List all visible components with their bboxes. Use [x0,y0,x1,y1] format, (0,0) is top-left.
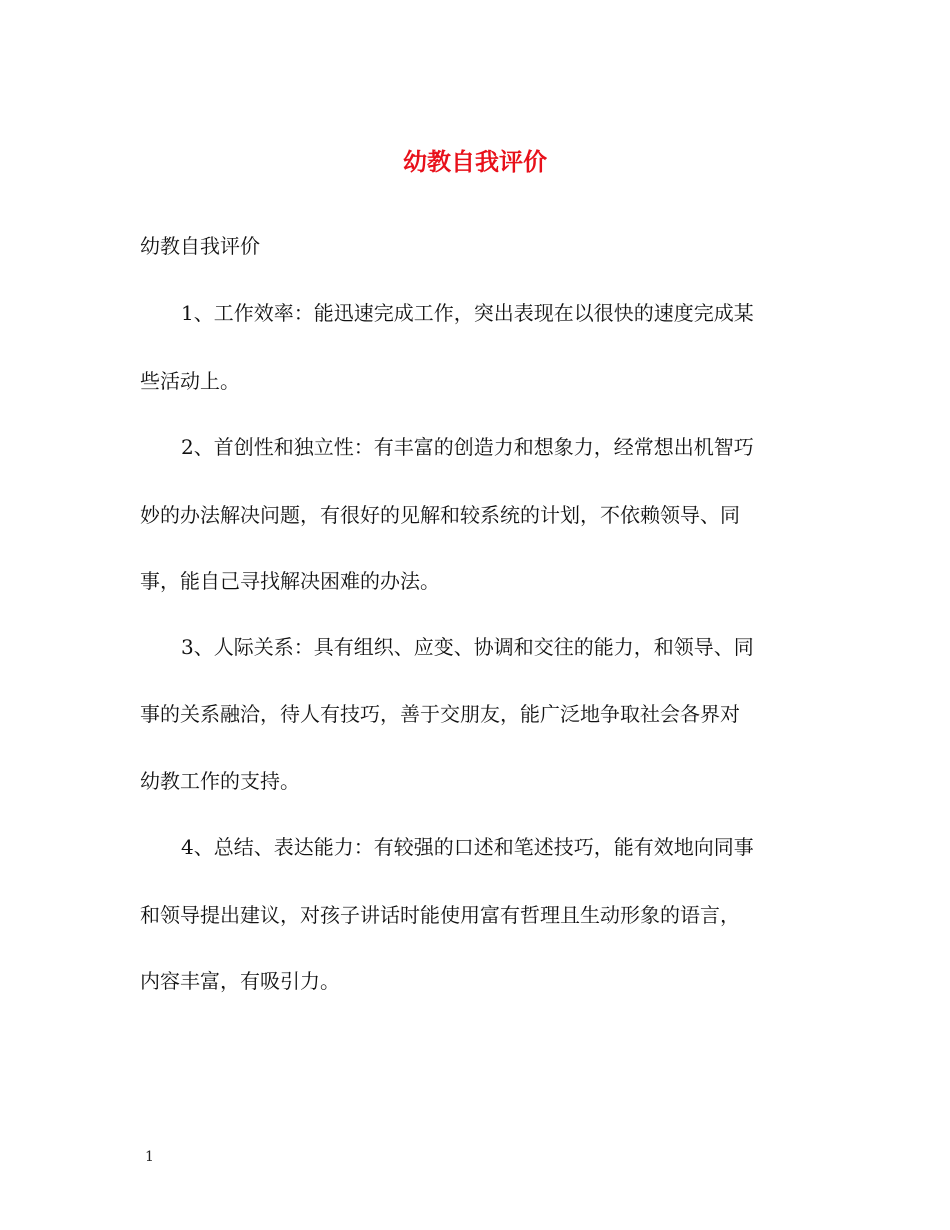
paragraph-1-line-2: 些活动上。 [140,369,240,393]
paragraph-4-line-3: 内容丰富，有吸引力。 [140,969,340,993]
document-title: 幼教自我评价 [403,147,547,176]
paragraph-4-line-2: 和领导提出建议，对孩子讲话时能使用富有哲理且生动形象的语言， [140,903,740,927]
paragraph-3-line-2: 事的关系融洽，待人有技巧，善于交朋友，能广泛地争取社会各界对 [140,702,740,726]
paragraph-1-line-1: 1、工作效率：能迅速完成工作，突出表现在以很快的速度完成某 [181,301,754,325]
paragraph-2-line-2: 妙的办法解决问题，有很好的见解和较系统的计划，不依赖领导、同 [140,503,740,527]
paragraph-3-line-3: 幼教工作的支持。 [140,769,300,793]
paragraph-4-line-1: 4、总结、表达能力：有较强的口述和笔述技巧，能有效地向同事 [181,835,754,859]
paragraph-3-line-1: 3、人际关系：具有组织、应变、协调和交往的能力，和领导、同 [181,635,754,659]
page-number: 1 [145,1149,154,1165]
paragraph-2-line-1: 2、首创性和独立性：有丰富的创造力和想象力，经常想出机智巧 [181,435,754,459]
document-subtitle: 幼教自我评价 [140,234,260,258]
paragraph-2-line-3: 事，能自己寻找解决困难的办法。 [140,569,440,593]
